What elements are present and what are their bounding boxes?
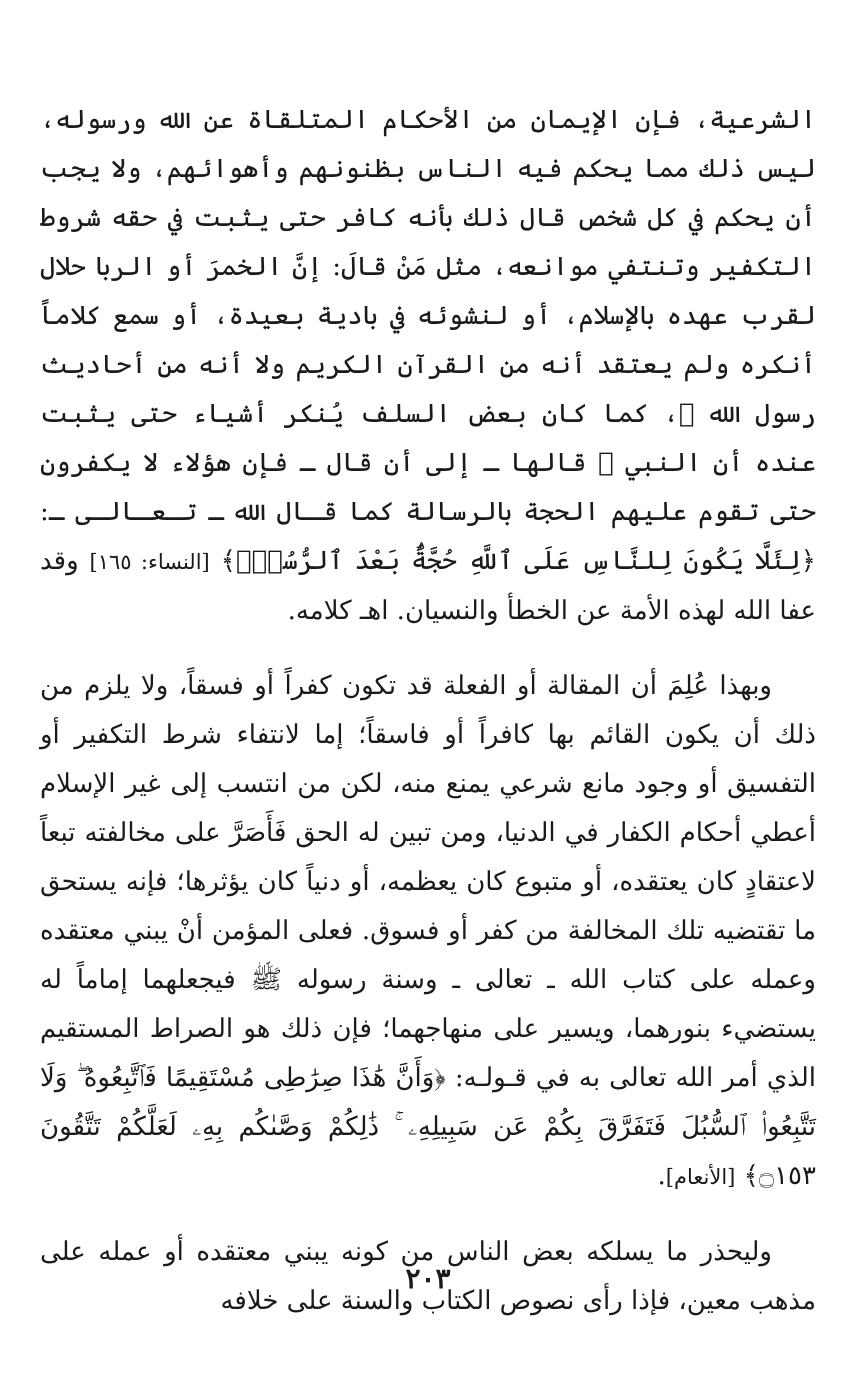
paragraph-1-space bbox=[210, 546, 221, 576]
citation-nisa: [النساء: ١٦٥] bbox=[89, 550, 210, 574]
quran-verse-anam: ﴿وَأَنَّ هَٰذَا صِرَٰطِى مُسْتَقِيمًا فَٱتَّبِعُوهُ ۖ وَلَا تَتَّبِعُوا۟ ٱلسُّبُلَ فَتَفَرَّقَ بِكُمْ عَن سَبِيلِهِۦ ۚ ذَٰلِكُمْ وَصَّىٰكُم بِهِۦ لَعَلَّكُمْ تَتَّقُونَ ۝١٥٣﴾ bbox=[40, 1063, 816, 1191]
page-number: ٢٠٣ bbox=[405, 1262, 451, 1295]
paragraph-1-text-b: وقد عفا الله لهذه الأمة عن الخطأ والنسيان. اهـ كلامه. bbox=[40, 546, 816, 626]
citation-anam: [الأنعام] bbox=[665, 1165, 736, 1189]
paragraph-1-text-a: الشرعية، فإن الإيمان من الأحكام المتلقاة عن الله ورسوله، ليس ذلك مما يحكم فيه الناس بظنونهم وأهوائهم، ولا يجب أن يحكم في كل شخص قال ذلك بأنه كافر حتى يثبت في حقه شروط التكفير وتنتفي موانعه، مثل مَنْ قالَ: إنَّ الخمرَ أو الربا حلال لقرب عهده بالإسلام، أو لنشوئه في بادية بعيدة، أو سمع كلاماً أنكره ولم يعتقد أنه من القرآن الكريم ولا أنه من أحاديث رسول الله ﷺ، كما كان بعض السلف يُنكر أشياء حتى يثبت عنده أن النبي ﷺ قالها ـ إلى أن قال ـ فإن هؤلاء لا يكفرون حتى تقوم عليهم الحجة بالرسالة كما قـال الله ـ تـعـالـى ـ: bbox=[40, 105, 816, 527]
paragraph-3-text: وليحذر ما يسلكه بعض الناس من كونه يبني معتقده أو عمله على مذهب معين، فإذا رأى نصوص الكتاب والسنة على خلافه bbox=[40, 1237, 816, 1316]
paragraph-1 bbox=[40, 96, 816, 636]
quran-verse-nisa: ﴿لِئَلَّا يَكُونَ لِلنَّاسِ عَلَى ٱللَّهِ حُجَّةٌۢ بَعْدَ ٱلرُّسُلِۚ﴾ bbox=[220, 546, 816, 576]
paragraph-2-text-a: وبهذا عُلِمَ أن المقالة أو الفعلة قد تكون كفراً أو فسقاً، ولا يلزم من ذلك أن يكون القائم بها كافراً أو فاسقاً؛ إما لانتفاء شرط التكفير أو التفسيق أو وجود مانع شرعي يمنع منه، لكن من انتسب إلى غير الإسلام أعطي أحكام الكفار في الدنيا، ومن تبين له الحق فَأَصَرَّ على مخالفته تبعاً لاعتقادٍ كان يعتقده، أو متبوع كان يعظمه، أو دنياً كان يؤثرها؛ فإنه يستحق ما تقتضيه تلك المخالفة من كفر أو فسوق. فعلى المؤمن أنْ يبني معتقده وعمله على كتاب الله ـ تعالى ـ وسنة رسوله ﷺ فيجعلهما إماماً له يستضيء بنورهما، ويسير على منهاجهما؛ فإن ذلك هو الصراط المستقيم الذي أمر الله تعالى به في قـولـه: bbox=[40, 671, 816, 1093]
page-body bbox=[40, 96, 816, 1326]
paragraph-2-text-b: . bbox=[657, 1161, 666, 1191]
paragraph-2 bbox=[40, 662, 816, 1202]
paragraph-2-space bbox=[735, 1161, 743, 1191]
